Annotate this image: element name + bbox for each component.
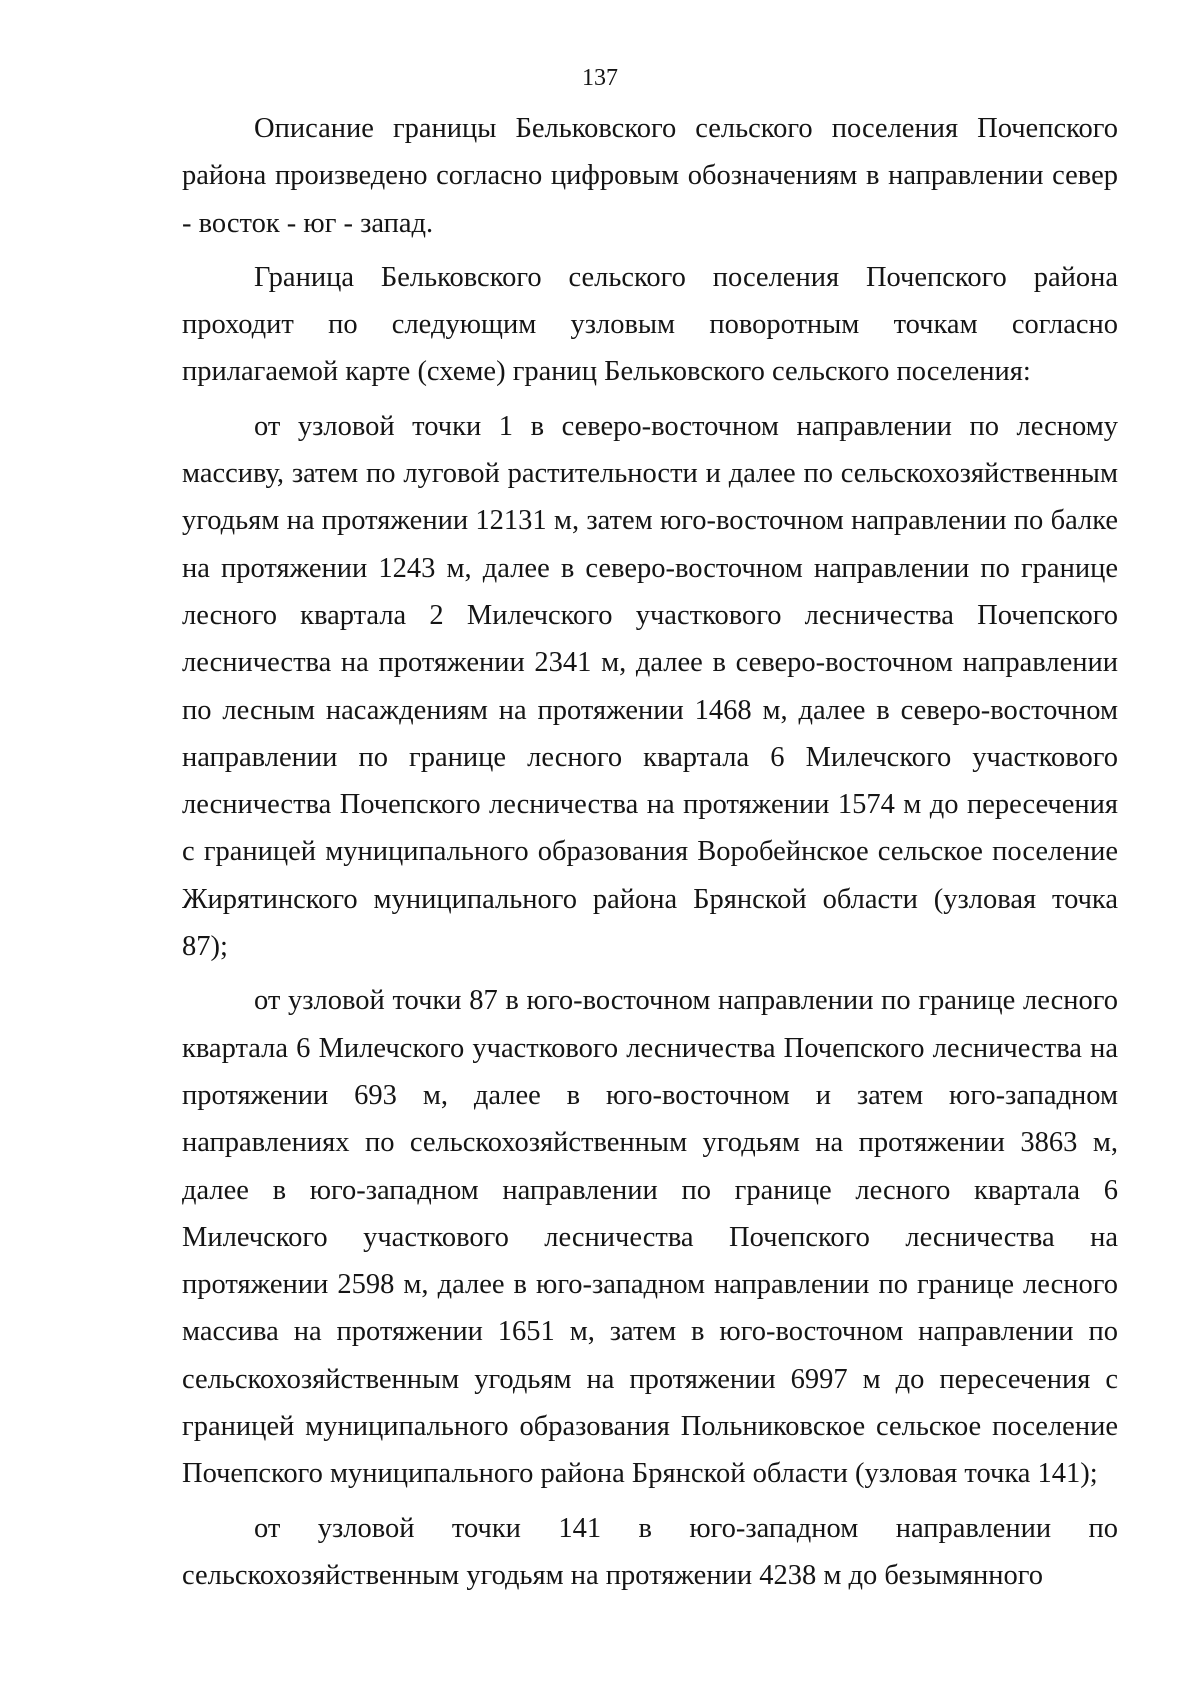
paragraph-boundary-points: Граница Бельковского сельского поселения Почепского района проходит по следующим узловым поворотным точкам согласно прилагаемой карте (схеме) границ Бельковского сельского поселения:: [182, 261, 1118, 388]
document-body: [182, 105, 1118, 1599]
paragraph-from-point-141: от узловой точки 141 в юго-западном направлении по сельскохозяйственным угодьям на протяжении 4238 м до безымянного: [182, 1512, 1118, 1591]
paragraph-from-point-87: от узловой точки 87 в юго-восточном направлении по границе лесного квартала 6 Милечского участкового лесничества Почепского лесничества на протяжении 693 м, далее в юго-восточном и затем юго-западном направлениях по сельскохозяйственным угодьям на протяжении 3863 м, далее в юго-западном направлении по границе лесного квартала 6 Милечского участкового лесничества Почепского лесничества на протяжении 2598 м, далее в юго-западном направлении по границе лесного массива на протяжении 1651 м, затем в юго-восточном направлении по сельскохозяйственным угодьям на протяжении 6997 м до пересечения с границей муниципального образования Польниковское сельское поселение Почепского муниципального района Брянской области (узловая точка 141);: [182, 985, 1118, 1490]
page-number: 137: [582, 65, 618, 91]
paragraph-intro: Описание границы Бельковского сельского поселения Почепского района произведено согласно цифровым обозначениям в направлении север - восток - юг - запад.: [182, 113, 1118, 239]
paragraph-from-point-1: от узловой точки 1 в северо-восточном направлении по лесному массиву, затем по луговой растительности и далее по сельскохозяйственным угодьям на протяжении 12131 м, затем юго-восточном направлении по балке на протяжении 1243 м, далее в северо-восточном направлении по границе лесного квартала 2 Милечского участкового лесничества Почепского лесничества на протяжении 2341 м, далее в северо-восточном направлении по лесным насаждениям на протяжении 1468 м, далее в северо-восточном направлении по границе лесного квартала 6 Милечского участкового лесничества Почепского лесничества на протяжении 1574 м до пересечения с границей муниципального образования Воробейнское сельское поселение Жирятинского муниципального района Брянской области (узловая точка 87);: [182, 410, 1118, 963]
